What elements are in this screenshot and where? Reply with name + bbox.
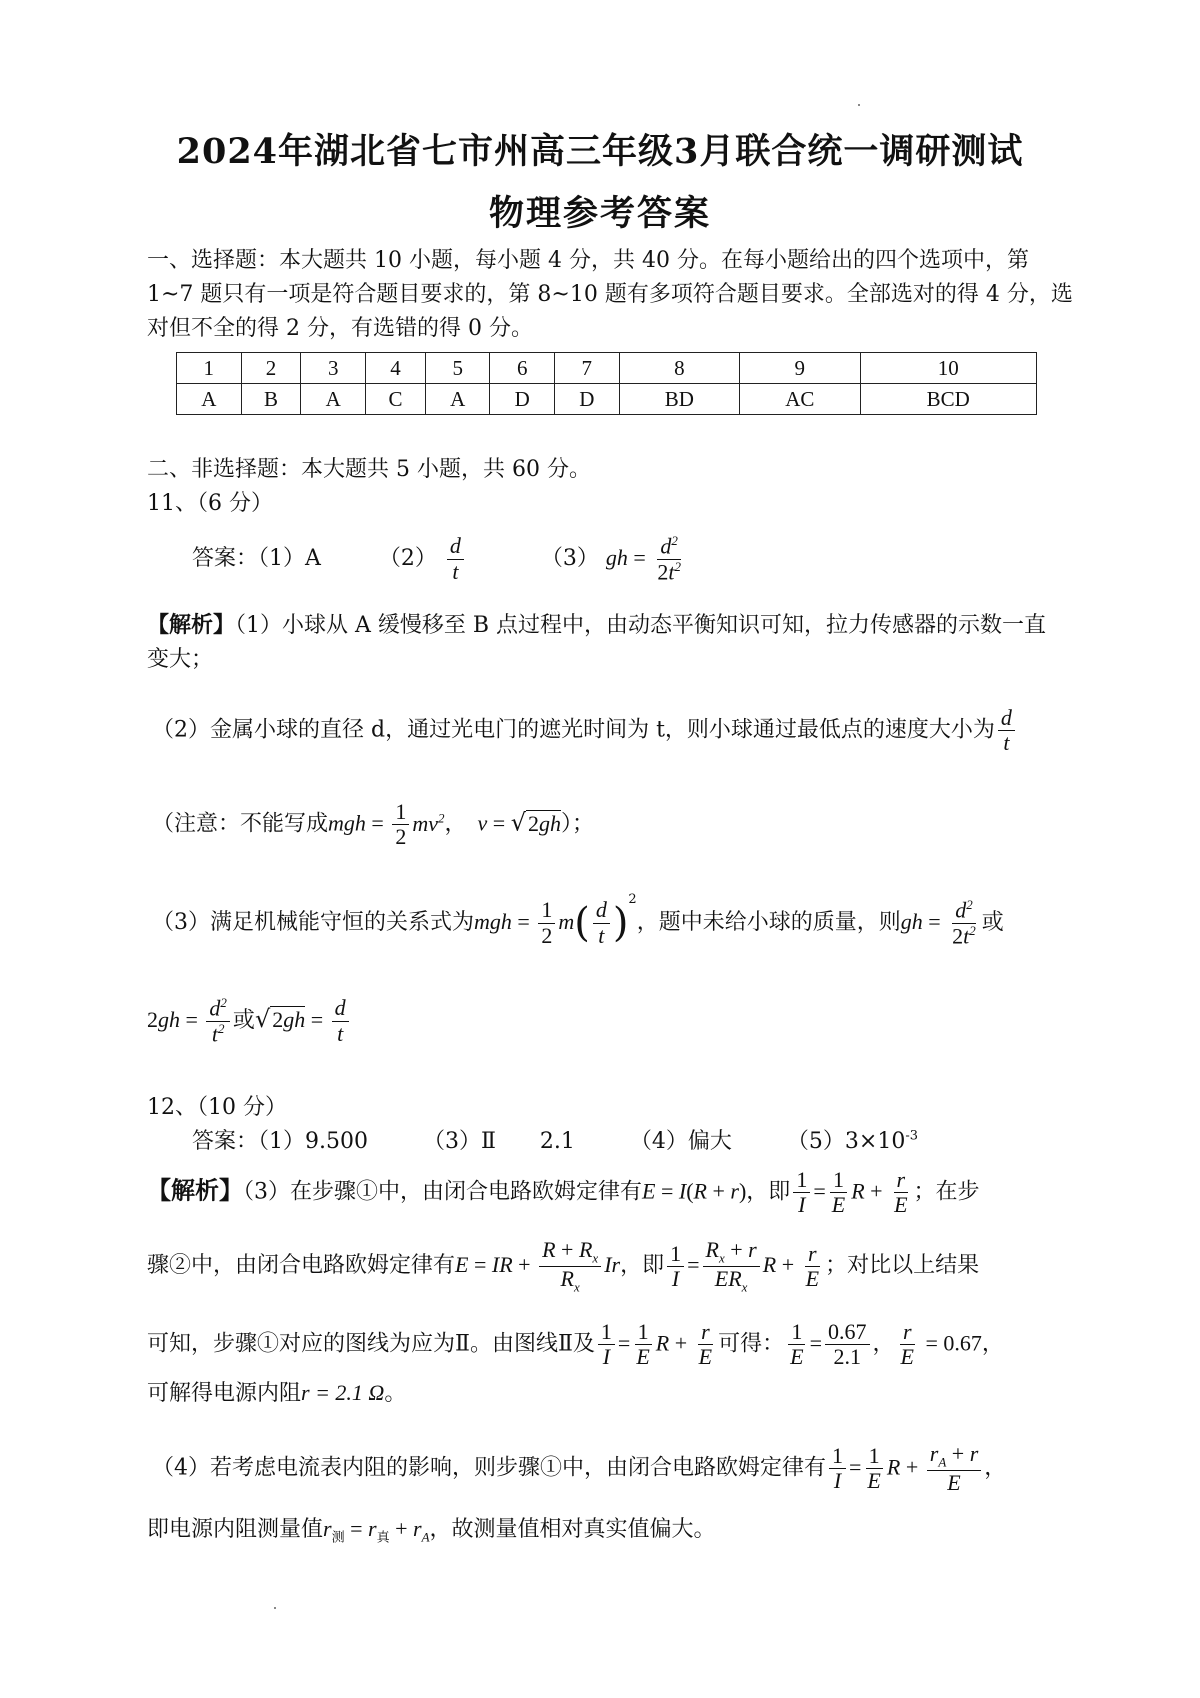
q12-analysis-1: 【解析】（3）在步骤①中，由闭合电路欧姆定律有E = I(R + r)，即 $\frac{1}{I}$ = $\frac{1}{E}$ R + $\frac{r}{E}$ ；在步 xyxy=(147,1167,980,1218)
question-number-row xyxy=(177,353,1037,384)
scan-speck xyxy=(274,1607,276,1609)
q11-analysis-2: （2）金属小球的直径 d，通过光电门的遮光时间为 t，则小球通过最低点的速度大小为 $\frac{d}{t}$ xyxy=(152,706,1018,755)
q11-alt-formulas: 2gh = $\frac{d^2}{t^2}$ 或√2gh = $\frac{d}{t}$ xyxy=(147,996,352,1046)
scan-speck xyxy=(858,104,860,106)
answer-cell: B xyxy=(241,384,301,415)
q11-answer-2-label: （2） xyxy=(378,546,437,572)
answer-cell: A xyxy=(177,384,242,415)
q12-analysis-6: 即电源内阻测量值$r_测 = r_真 + r_A$，故测量值相对真实值偏大。 xyxy=(147,1516,716,1546)
q11-heading: 11、（6 分） xyxy=(147,491,273,516)
answer-cell: D xyxy=(555,384,620,415)
page-title: 2024年湖北省七市州高三年级3月联合统一调研测试 xyxy=(176,131,1024,172)
answer-cell: C xyxy=(366,384,426,415)
q11-answer-2-formula: $\frac{d}{t}$ xyxy=(447,534,464,583)
question-number: 5 xyxy=(425,353,490,384)
q11-answer-1: 答案：（1）A xyxy=(192,546,321,572)
q12-analysis-2: 骤②中，由闭合电路欧姆定律有E = IR + $\frac{R + R_x}{R_x}$ Ir，即 $\frac{1}{I}$ = $\frac{R_x + r}{ER_x}$ R + $\frac{r}{E}$ ；对比以上结果 xyxy=(147,1237,980,1295)
answer-cell: D xyxy=(490,384,555,415)
question-number: 10 xyxy=(860,353,1036,384)
answer-table xyxy=(176,352,1037,415)
answer-row xyxy=(177,384,1037,415)
q11-analysis-1: 【解析】（1）小球从 A 缓慢移至 B 点过程中，由动态平衡知识可知，拉力传感器的示数一直变大； xyxy=(147,612,1047,672)
page-subtitle: 物理参考答案 xyxy=(488,193,711,234)
answer-cell: BCD xyxy=(860,384,1036,415)
question-number: 2 xyxy=(241,353,301,384)
q12-analysis-4: 可解得电源内阻r = 2.1 Ω。 xyxy=(147,1380,407,1406)
question-number: 8 xyxy=(619,353,739,384)
question-number: 1 xyxy=(177,353,242,384)
q12-answers: 答案：（1）9.500 （3）Ⅱ 2.1 （4）偏大 $(5)3\times 10^{-3}$ xyxy=(192,1128,919,1154)
answer-cell: A xyxy=(301,384,366,415)
analysis-tag: 【解析】 xyxy=(147,1175,243,1205)
q12-analysis-5: （4）若考虑电流表内阻的影响，则步骤①中，由闭合电路欧姆定律有 $\frac{1}{I}$ = $\frac{1}{E}$ R + $\frac{r_A + r}{E}$ ， xyxy=(152,1441,1007,1495)
section1-intro: 一、选择题：本大题共 10 小题，每小题 4 分，共 40 分。在每小题给出的四个选项中，第 1~7 题只有一项是符合题目要求的，第 8~10 题有多项符合题目要求。全部选对的得 4 分，选对但不全的得 2 分，有选错的得 0 分。 xyxy=(147,248,1073,341)
q11-answers: 答案：（1）A （2） $\frac{d}{t}$ （3） gh = $\frac{d^2}{2t^2}$ xyxy=(192,533,681,584)
velocity-formula: $\frac{d}{t}$ xyxy=(998,706,1015,755)
question-number: 6 xyxy=(490,353,555,384)
q11-analysis-3: （3）满足机械能守恒的关系式为mgh = $\frac{1}{2}$ m( $\frac{d}{t}$ )$^2$，题中未给小球的质量，则gh = $\frac{d^2}{2t^2}$ 或 xyxy=(152,891,1004,948)
section2-intro: 二、非选择题：本大题共 5 小题，共 60 分。 xyxy=(147,457,591,482)
q11-answer-3-label: （3） xyxy=(540,546,599,572)
analysis-tag: 【解析】 xyxy=(147,612,236,638)
question-number: 4 xyxy=(366,353,426,384)
q11-note: （注意：不能写成mgh = $\frac{1}{2}$ $mv^2$， v = √2gh）； xyxy=(152,799,594,850)
answer-cell: AC xyxy=(740,384,860,415)
question-number: 9 xyxy=(740,353,860,384)
question-number: 7 xyxy=(555,353,620,384)
answer-cell: A xyxy=(425,384,490,415)
q12-heading: 12、（10 分） xyxy=(147,1095,287,1120)
q11-answer-3-formula: gh xyxy=(605,545,628,571)
question-number: 3 xyxy=(301,353,366,384)
q12-analysis-3: 可知，步骤①对应的图线为应为Ⅱ。由图线Ⅱ及 $\frac{1}{I}$ = $\frac{1}{E}$ R + $\frac{r}{E}$ 可得： $\frac{1}{E}$ = $\frac{0.67}{2.1}$ ， $\frac{r}{E}$ = 0.67， xyxy=(147,1319,1004,1370)
answer-cell: BD xyxy=(619,384,739,415)
